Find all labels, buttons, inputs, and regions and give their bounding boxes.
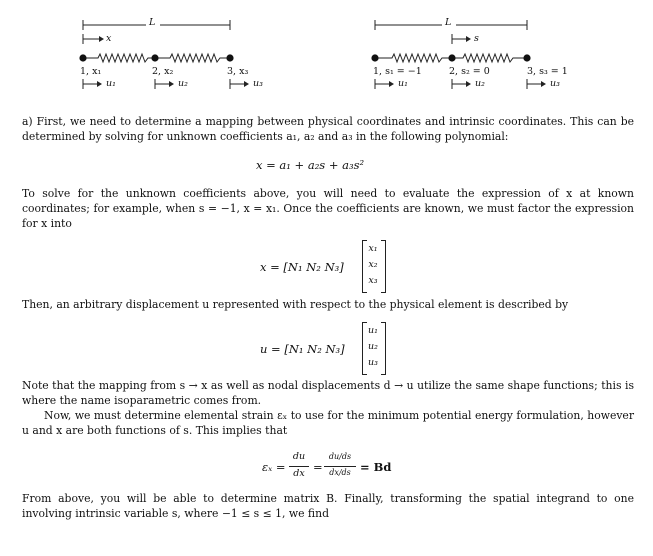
frac2-numerator: du/ds [328, 452, 352, 461]
shape-function-u-equation: u = [N₁ N₂ N₃] [260, 342, 345, 356]
paragraph-1: a) First, we need to determine a mapping between physical coordinates and intrinsic coordinates. This can be determined by solving for unknown coefficients a₁, a₂ and a₃ in the following polynomial: [22, 115, 634, 143]
s-coord-label: s [474, 33, 479, 44]
length-label-right: L [445, 17, 452, 28]
node-1-label-left: 1, x₁ [80, 66, 102, 77]
polynomial-equation: x = a₁ + a₂s + a₃s² [256, 158, 365, 172]
equals-sign: = [313, 460, 323, 474]
physical-element-diagram [79, 18, 249, 89]
vector-u1: u₁ [368, 325, 378, 336]
node-2-label-right: 2, s₂ = 0 [449, 66, 490, 77]
vector-u3: u₃ [368, 357, 378, 368]
paragraph-4b: Now, we must determine elemental strain εₓ to use for the minimum potential energy formulation, however u and x are both functions of s. This implies that [22, 409, 634, 437]
vector-x2: x₂ [368, 259, 378, 270]
length-label-left: L [149, 17, 156, 28]
vector-u2: u₂ [368, 341, 378, 352]
element-diagrams [0, 0, 653, 105]
shape-function-x-equation: x = [N₁ N₂ N₃] [260, 260, 344, 274]
paragraph-5: From above, you will be able to determine matrix B. Finally, transforming the spatial integrand to one involving intrinsic variable s, where −1 ≤ s ≤ 1, we find [22, 492, 634, 520]
paragraph-2: To solve for the unknown coefficients above, you will need to evaluate the expression of x at known coordinates; for example, when s = −1, x = x₁. Once the coefficients are known, we must factor the expression for x into [22, 187, 634, 230]
paragraph-3: Then, an arbitrary displacement u represented with respect to the physical element is described by [22, 298, 569, 311]
frac1-numerator: du [292, 451, 306, 462]
u3-label-left: u₃ [253, 78, 263, 89]
node-3-label-left: 3, x₃ [227, 66, 249, 77]
vector-x3: x₃ [368, 275, 378, 286]
strain-lhs: εₓ = [262, 460, 286, 474]
frac2-line [324, 466, 356, 467]
u2-label-right: u₂ [475, 78, 485, 89]
u1-label-left: u₁ [106, 78, 116, 89]
u3-label-right: u₃ [550, 78, 560, 89]
frac1-line [289, 466, 309, 467]
u1-label-right: u₁ [398, 78, 408, 89]
frac2-denominator: dx/ds [329, 468, 351, 477]
frac1-denominator: dx [293, 468, 305, 479]
u2-label-left: u₂ [178, 78, 188, 89]
node-2-label-left: 2, x₂ [152, 66, 174, 77]
vector-x1: x₁ [368, 243, 378, 254]
node-1-label-right: 1, s₁ = −1 [373, 66, 422, 77]
node-3-label-right: 3, s₃ = 1 [527, 66, 568, 77]
paragraph-4a: Note that the mapping from s → x as well as nodal displacements d → u utilize the same shape functions; this is where the name isoparametric comes from. [22, 379, 634, 407]
strain-rhs: = Bd [360, 460, 392, 474]
x-coord-label: x [106, 33, 112, 44]
